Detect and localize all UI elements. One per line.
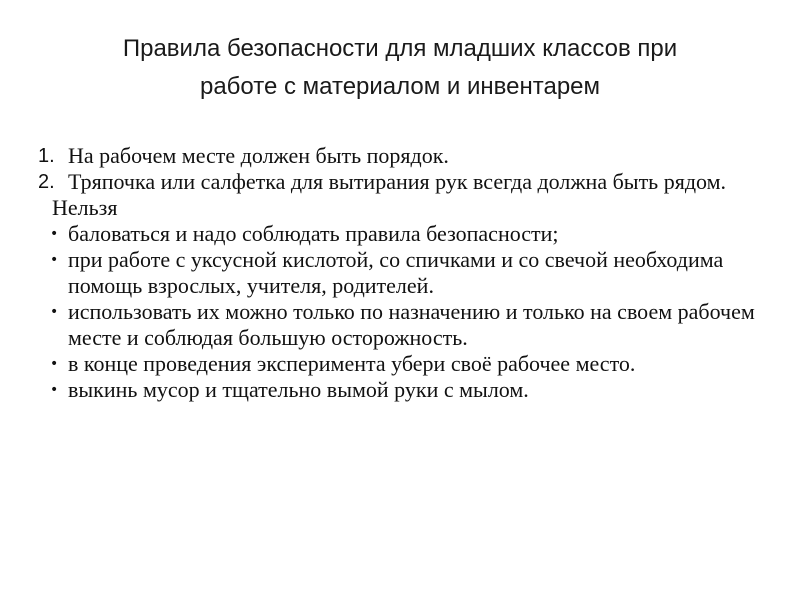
bullet-text: использовать их можно только по назначению и только на своем рабочем месте и соблюдая большую осторожность. — [68, 299, 755, 350]
numbered-item-text: Тряпочка или салфетка для вытирания рук всегда должна быть рядом. — [68, 169, 727, 194]
bullet-text: при работе с уксусной кислотой, со спичками и со свечой необходима помощь взрослых, учителя, родителей. — [68, 247, 724, 298]
bullet-text: выкинь мусор и тщательно вымой руки с мылом. — [68, 377, 529, 402]
title-line-2: работе с материалом и инвентарем — [199, 73, 601, 100]
bullet-icon: • — [50, 226, 59, 242]
bullet-text: баловаться и надо соблюдать правила безопасности; — [68, 221, 559, 246]
item-number: 1. — [38, 145, 55, 167]
subheading: Нельзя — [52, 195, 118, 220]
bullet-text: в конце проведения эксперимента убери своё рабочее место. — [68, 351, 636, 376]
bullet-item — [38, 221, 768, 247]
bullet-item — [38, 351, 768, 377]
bullet-icon: • — [50, 382, 59, 398]
slide-title — [40, 30, 760, 106]
bullet-item — [38, 299, 768, 351]
bullet-icon: • — [50, 356, 59, 372]
bullet-item — [38, 377, 768, 403]
bullet-icon: • — [50, 252, 59, 268]
slide-body — [38, 143, 768, 403]
item-number: 2. — [38, 171, 55, 193]
bullet-icon: • — [50, 304, 59, 320]
numbered-item — [38, 169, 768, 195]
title-line-1: Правила безопасности для младших классов при — [122, 35, 678, 62]
numbered-item-text: На рабочем месте должен быть порядок. — [68, 143, 449, 168]
bullet-item — [38, 247, 768, 299]
numbered-item — [38, 143, 768, 169]
